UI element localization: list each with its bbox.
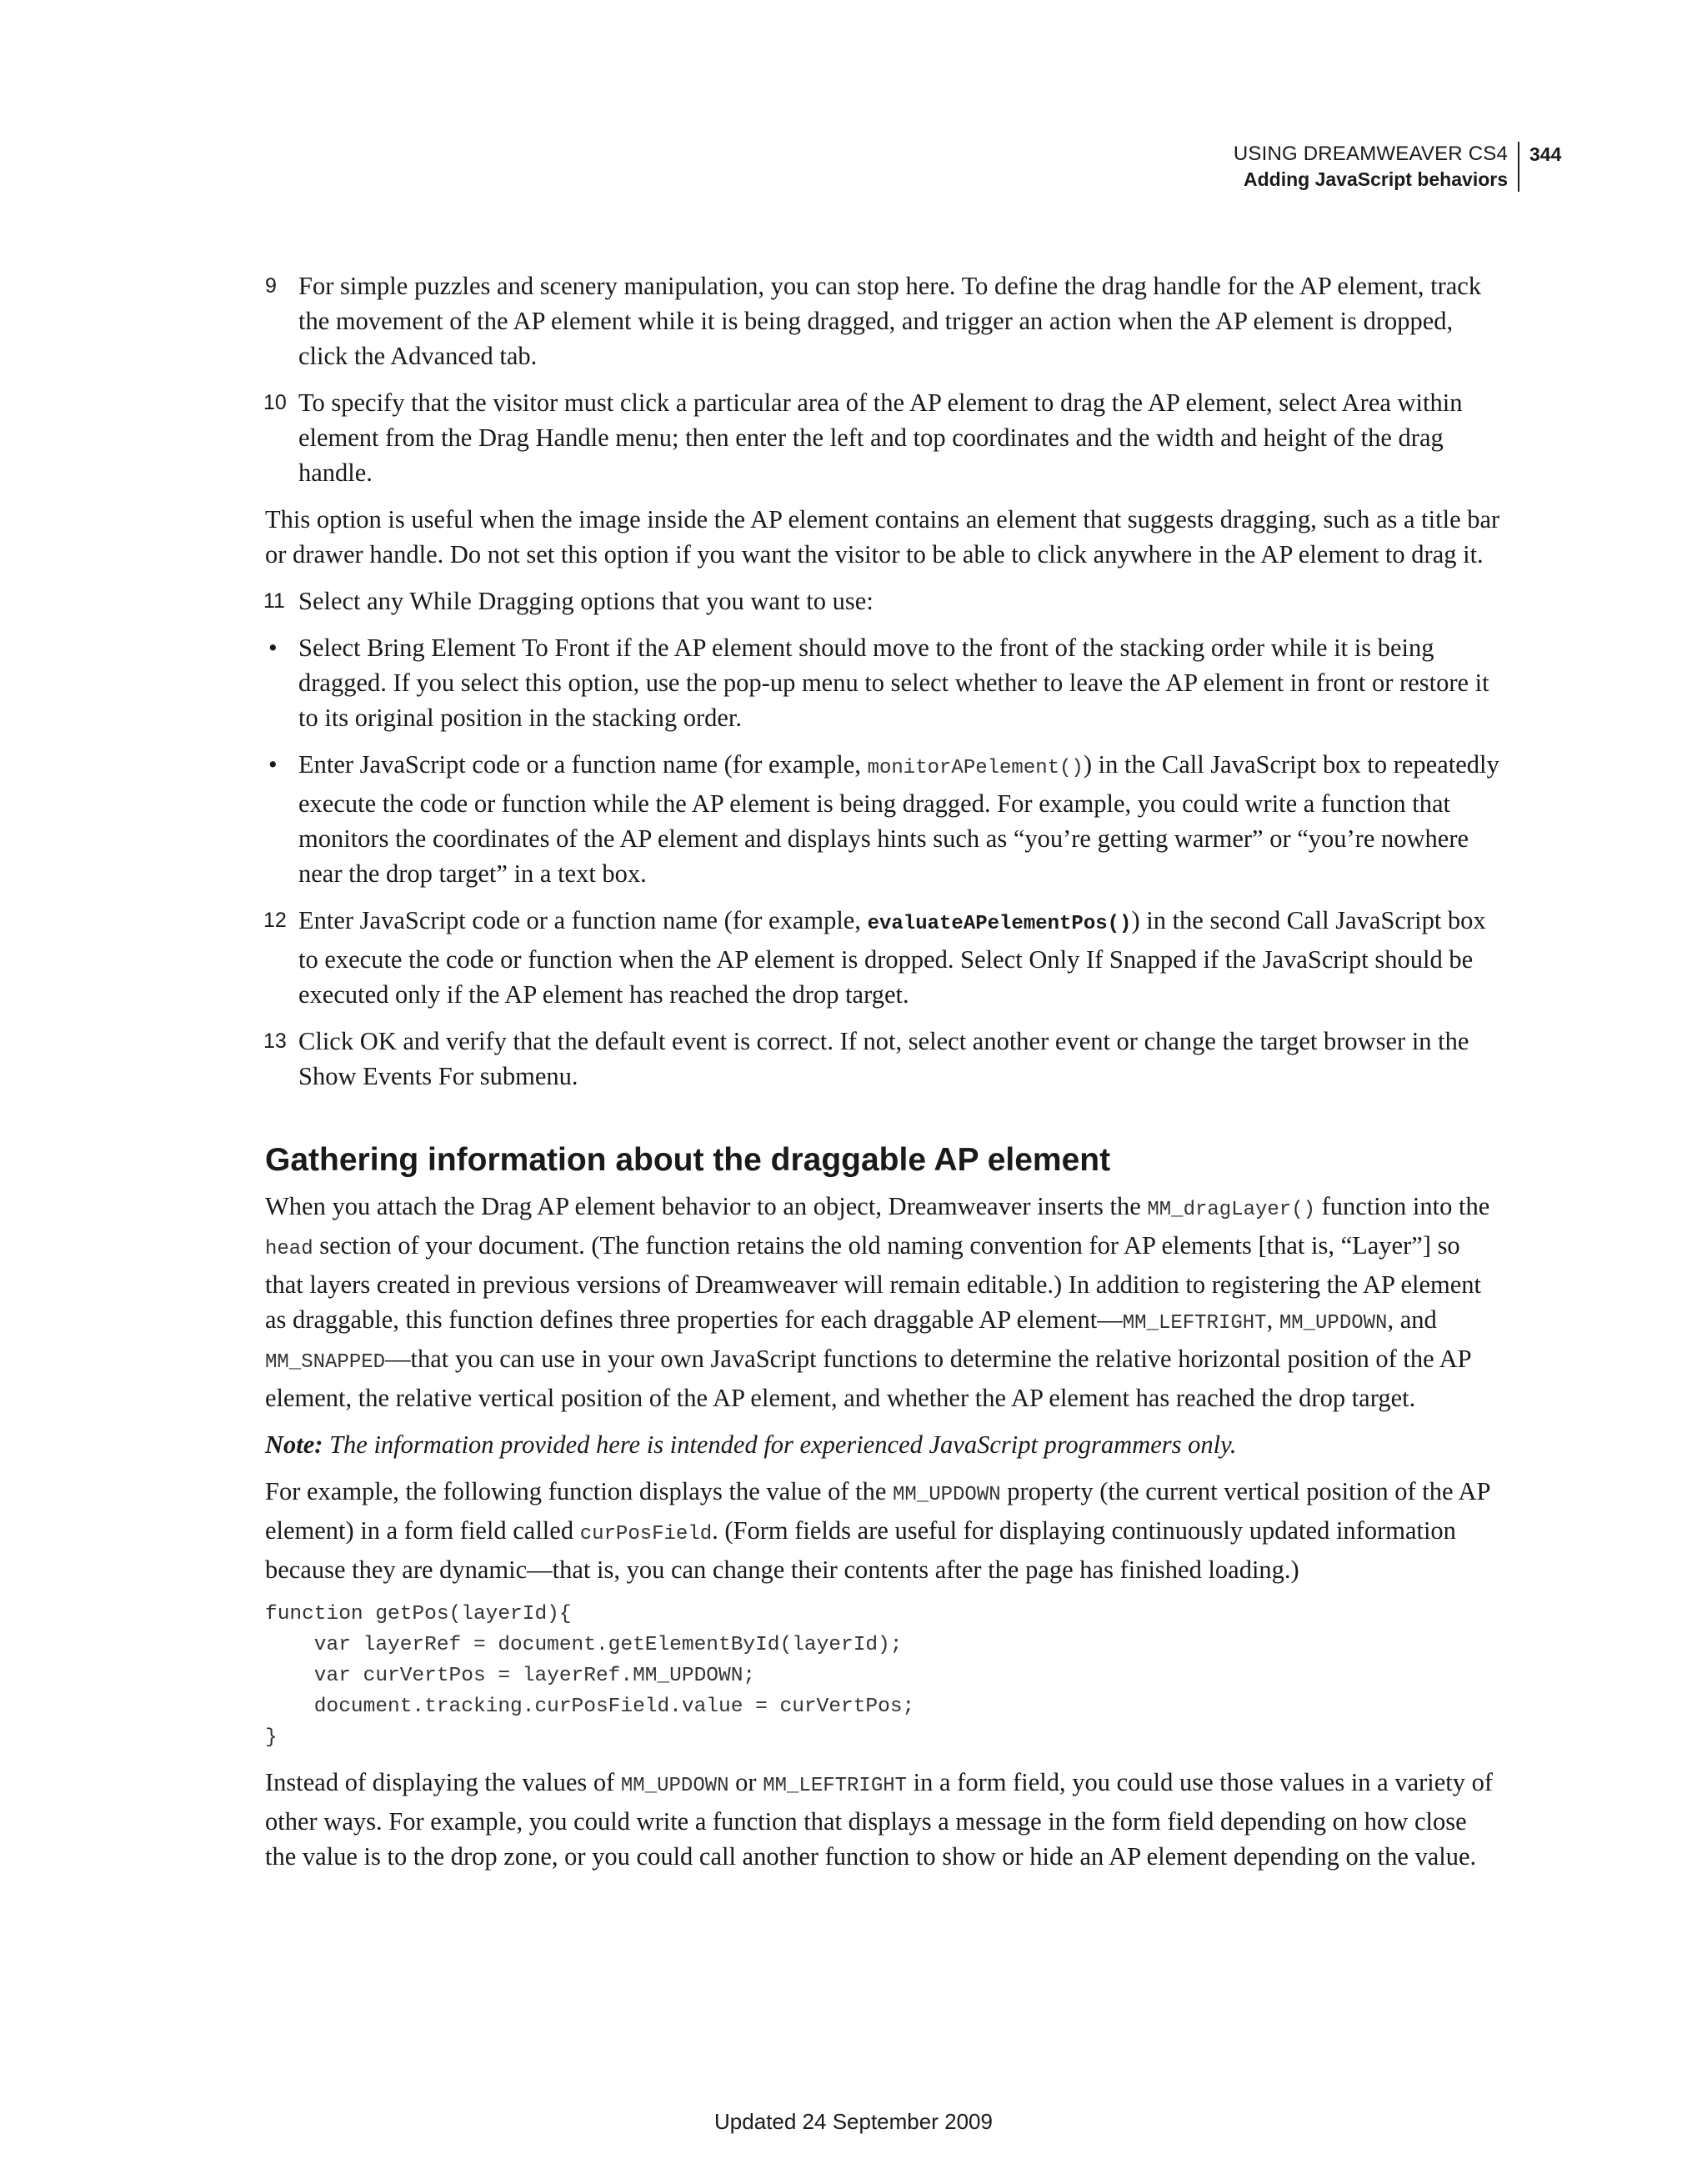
step-text: Select any While Dragging options that you want to use: <box>298 587 874 615</box>
text-run: , and <box>1387 1305 1437 1334</box>
running-header <box>1234 142 1519 192</box>
page-body <box>265 268 1500 1886</box>
inline-code: evaluateAPelementPos() <box>867 913 1132 935</box>
chapter-title: Adding JavaScript behaviors <box>1244 168 1508 190</box>
step-13 <box>265 1024 1500 1094</box>
footer-updated-date: Updated 24 September 2009 <box>714 2109 993 2134</box>
book-title: USING DREAMWEAVER CS4 <box>1233 143 1508 165</box>
step-text: To specify that the visitor must click a particular area of the AP element to drag the AP element, select Area within element from the Drag Handle menu; then enter the left and top coordinates and the width and height of the drag handle. <box>298 388 1463 487</box>
text-run: section of your document. (The function retains the old naming convention for AP elements [that is, “Layer”] so that layers created in previous versions of Dreamweaver will remain editable.) In addition to registering the AP element as draggable, this function defines three properties for each draggable AP element— <box>265 1231 1481 1334</box>
text-run: or <box>728 1768 763 1796</box>
inline-code: curPosField <box>579 1523 713 1545</box>
section-paragraph-3 <box>265 1765 1500 1874</box>
text-run: function into the <box>1315 1192 1490 1220</box>
step-11 <box>265 584 1500 619</box>
step-number: 9 <box>265 274 277 298</box>
inline-code: MM_LEFTRIGHT <box>763 1775 908 1797</box>
inline-code: head <box>265 1238 313 1260</box>
step-text: For simple puzzles and scenery manipulation, you can stop here. To define the drag handle for the AP element, track the movement of the AP element while it is being dragged, and trigger an action when the AP element is dropped, click the Advanced tab. <box>298 272 1482 370</box>
inline-code: monitorAPelement() <box>867 757 1084 779</box>
section-heading: Gathering information about the draggable AP element <box>265 1142 1111 1178</box>
step-number: 13 <box>263 1029 287 1053</box>
code-block: function getPos(layerId){ var layerRef = document.getElementById(layerId); var curVertPos = layerRef.MM_UPDOWN; document.tracking.curPosField.value = curVertPos; } <box>265 1603 915 1749</box>
step-number: 10 <box>263 391 287 414</box>
text-run: For example, the following function displays the value of the <box>265 1477 894 1505</box>
step-text: ) in the second Call JavaScript box to execute the code or function when the AP element is dropped. Select Only If Snapped if the JavaScript should be executed only if the AP element has reached the drop target. <box>298 906 1486 1009</box>
step-10 <box>265 385 1500 490</box>
bullet-text: Select Bring Element To Front if the AP element should move to the front of the stacking order while it is being dragged. If you select this option, use the pop-up menu to select whether to leave the AP element in front or restore it to its original position in the stacking order. <box>298 634 1489 732</box>
bullet-text: ) in the Call JavaScript box to repeatedly execute the code or function while the AP element is being dragged. For example, you could write a function that monitors the coordinates of the AP element and displays hints such as “you’re getting warmer” or “you’re nowhere near the drop target” in a text box. <box>298 750 1499 888</box>
step-text: Enter JavaScript code or a function name (for example, <box>298 906 868 934</box>
text-run: in a form field, you could use those values in a variety of other ways. For example, you could write a function that displays a message in the form field depending on how close the value is to the drop zone, or you could call another function to show or hide an AP element depending on the value. <box>265 1768 1494 1871</box>
text-run: property (the current vertical position of the AP element) in a form field called <box>265 1477 1490 1545</box>
inline-code: MM_dragLayer() <box>1147 1199 1315 1221</box>
step-text: Click OK and verify that the default event is correct. If not, select another event or change the target browser in the Show Events For submenu. <box>298 1027 1469 1090</box>
bullet-call-javascript <box>265 747 1500 891</box>
text-run: —that you can use in your own JavaScript functions to determine the relative horizontal position of the AP element, the relative vertical position of the AP element, and whether the AP element has reached the drop target. <box>265 1345 1471 1412</box>
text-run: . (Form fields are useful for displaying continuously updated information because they are dynamic—that is, you can change their contents after the page has finished loading.) <box>265 1516 1456 1584</box>
bullet-text: Enter JavaScript code or a function name (for example, <box>298 750 868 779</box>
inline-code: MM_UPDOWN <box>1279 1312 1388 1335</box>
inline-code: MM_UPDOWN <box>620 1775 729 1797</box>
bullet-icon: • <box>268 634 278 662</box>
bullet-icon: • <box>268 750 278 779</box>
text-run: Instead of displaying the values of <box>265 1768 621 1796</box>
step-12 <box>265 903 1500 1012</box>
note <box>265 1427 1500 1462</box>
note-text: The information provided here is intended for experienced JavaScript programmers only. <box>323 1430 1237 1459</box>
inline-code: MM_LEFTRIGHT <box>1122 1312 1267 1335</box>
bullet-bring-to-front <box>265 630 1500 735</box>
text-run: , <box>1266 1305 1279 1334</box>
step-number: 11 <box>263 589 285 613</box>
inline-code: MM_UPDOWN <box>893 1484 1001 1506</box>
step-number: 12 <box>263 909 287 932</box>
section-paragraph-1 <box>265 1189 1500 1415</box>
page-number: 344 <box>1529 143 1562 165</box>
step-9 <box>265 268 1500 373</box>
text-run: When you attach the Drag AP element behavior to an object, Dreamweaver inserts the <box>265 1192 1148 1220</box>
inline-code: MM_SNAPPED <box>265 1351 386 1374</box>
note-label: Note: <box>265 1430 323 1459</box>
step-10-explanation: This option is useful when the image inside the AP element contains an element that suggests dragging, such as a title bar or drawer handle. Do not set this option if you want the visitor to be able to click anywhere in the AP element to drag it. <box>265 505 1500 569</box>
section-paragraph-2 <box>265 1474 1500 1587</box>
